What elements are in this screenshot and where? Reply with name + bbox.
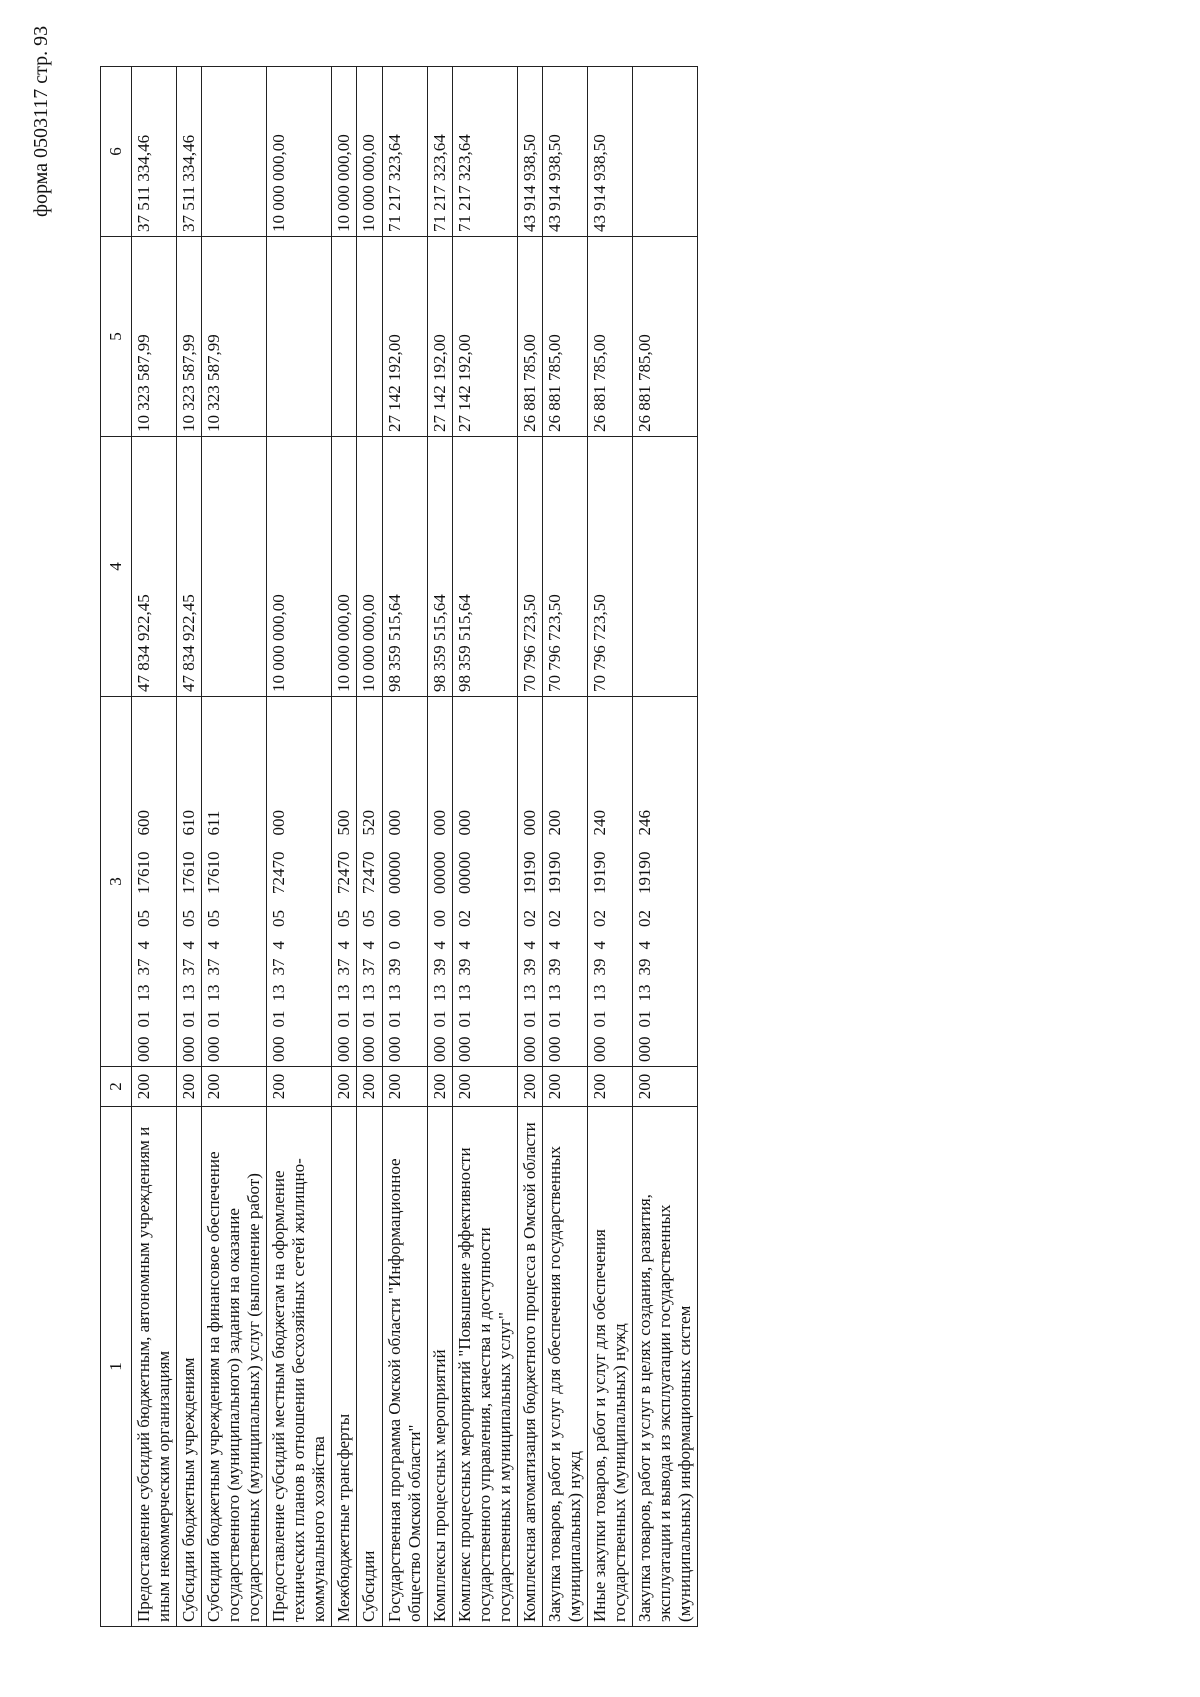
code-segment: 240 — [589, 810, 609, 836]
table-row — [542, 67, 587, 1627]
code-segment: 4 — [204, 941, 224, 950]
code-segment: 02 — [635, 910, 655, 927]
code-segment: 000 — [384, 810, 404, 836]
column-header-3: 3 — [101, 697, 132, 1067]
approved-amount-cell: 98 359 515,64 — [427, 437, 452, 697]
unexecuted-amount-cell: 43 914 938,50 — [517, 67, 542, 237]
approved-amount-cell: 47 834 922,45 — [132, 437, 177, 697]
code-segment: 37 — [334, 958, 354, 976]
indicator-name-cell: Комплекс процессных мероприятий "Повышение эффективности государственного управления, качества и доступности государственных и муниципальных услуг" — [452, 1107, 517, 1627]
code-segment: 13 — [204, 984, 224, 1002]
code-segment: 05 — [134, 910, 153, 927]
code-segment: 39 — [429, 958, 449, 976]
report-table — [100, 66, 698, 1627]
code-segment: 000 — [359, 1036, 379, 1062]
code-segment: 000 — [519, 810, 539, 836]
unexecuted-amount-cell — [202, 67, 267, 237]
code-segment: 37 — [359, 958, 379, 976]
indicator-name-cell: Иные закупки товаров, работ и услуг для обеспечения государственных (муниципальных) нужд — [587, 1107, 632, 1627]
code-segment: 4 — [635, 941, 655, 950]
code-segment: 01 — [519, 1010, 539, 1028]
code-segment: 19190 — [519, 851, 539, 894]
code-segment: 4 — [269, 941, 289, 950]
executed-amount-cell: 26 881 785,00 — [633, 237, 698, 437]
classification-code-cell — [542, 697, 587, 1067]
code-segment: 000 — [269, 810, 289, 836]
code-segment: 4 — [519, 941, 539, 950]
approved-amount-cell: 10 000 000,00 — [267, 437, 332, 697]
indicator-name-cell: Субсидии бюджетным учреждениям на финансовое обеспечение государственного (муниципального) задания на оказание государственных (муниципальных) услуг (выполнение работ) — [202, 1107, 267, 1627]
unexecuted-amount-cell: 71 217 323,64 — [382, 67, 427, 237]
table-row — [132, 67, 177, 1627]
code-segment: 00000 — [429, 851, 449, 894]
code-segment: 4 — [454, 941, 474, 950]
code-segment: 4 — [334, 941, 354, 950]
indicator-name-cell: Субсидии — [357, 1107, 382, 1627]
executed-amount-cell: 10 323 587,99 — [202, 237, 267, 437]
code-segment: 00 — [429, 910, 449, 927]
classification-code — [134, 701, 154, 1062]
line-code-cell: 200 — [202, 1067, 267, 1107]
indicator-name-cell: Предоставление субсидий местным бюджетам на оформление технических планов в отношении бесхозяйных сетей жилищно-коммунального хозяйства — [267, 1107, 332, 1627]
code-segment: 01 — [589, 1010, 609, 1028]
executed-amount-cell: 27 142 192,00 — [427, 237, 452, 437]
code-segment: 05 — [334, 910, 354, 927]
approved-amount-cell: 98 359 515,64 — [382, 437, 427, 697]
form-label: форма 0503117 стр. 93 — [30, 25, 52, 217]
classification-code — [359, 701, 379, 1062]
executed-amount-cell — [357, 237, 382, 437]
code-segment: 02 — [544, 910, 564, 927]
line-code-cell: 200 — [542, 1067, 587, 1107]
code-segment: 39 — [544, 958, 564, 976]
code-segment: 000 — [454, 1036, 474, 1062]
unexecuted-amount-cell: 37 511 334,46 — [177, 67, 202, 237]
code-segment: 4 — [179, 941, 199, 950]
executed-amount-cell: 26 881 785,00 — [542, 237, 587, 437]
code-segment: 01 — [384, 1010, 404, 1028]
code-segment: 01 — [429, 1010, 449, 1028]
executed-amount-cell — [332, 237, 357, 437]
code-segment: 01 — [134, 1010, 153, 1028]
code-segment: 72470 — [269, 851, 289, 894]
code-segment: 01 — [204, 1010, 224, 1028]
code-segment: 4 — [359, 941, 379, 950]
classification-code-cell — [452, 697, 517, 1067]
code-segment: 611 — [204, 810, 224, 836]
code-segment: 000 — [544, 1036, 564, 1062]
classification-code-cell — [202, 697, 267, 1067]
indicator-name-cell: Предоставление субсидий бюджетным, автономным учреждениям и иным некоммерческим организациям — [132, 1107, 177, 1627]
classification-code-cell — [332, 697, 357, 1067]
column-header-6: 6 — [101, 67, 132, 237]
code-segment: 02 — [454, 910, 474, 927]
code-segment: 05 — [204, 910, 224, 927]
code-segment: 02 — [589, 910, 609, 927]
code-segment: 00 — [384, 910, 404, 927]
line-code-cell: 200 — [132, 1067, 177, 1107]
unexecuted-amount-cell: 37 511 334,46 — [132, 67, 177, 237]
code-segment: 610 — [179, 810, 199, 836]
classification-code — [179, 701, 199, 1062]
code-segment: 000 — [454, 810, 474, 836]
code-segment: 4 — [134, 941, 153, 950]
code-segment: 13 — [384, 984, 404, 1002]
code-segment: 13 — [134, 984, 153, 1002]
unexecuted-amount-cell: 71 217 323,64 — [427, 67, 452, 237]
line-code-cell: 200 — [267, 1067, 332, 1107]
code-segment: 39 — [384, 958, 404, 976]
code-segment: 000 — [269, 1036, 289, 1062]
code-segment: 13 — [519, 984, 539, 1002]
line-code-cell: 200 — [587, 1067, 632, 1107]
classification-code — [590, 701, 610, 1062]
column-header-2: 2 — [101, 1067, 132, 1107]
code-segment: 01 — [359, 1010, 379, 1028]
approved-amount-cell: 10 000 000,00 — [332, 437, 357, 697]
table-row — [202, 67, 267, 1627]
classification-code — [334, 701, 354, 1062]
table-row — [452, 67, 517, 1627]
indicator-name-cell: Закупка товаров, работ и услуг в целях создания, развития, эксплуатации и вывода из эксплуатации государственных (муниципальных) информационных систем — [633, 1107, 698, 1627]
indicator-name-cell: Комплексы процессных мероприятий — [427, 1107, 452, 1627]
unexecuted-amount-cell: 43 914 938,50 — [587, 67, 632, 237]
unexecuted-amount-cell: 71 217 323,64 — [452, 67, 517, 237]
classification-code-cell — [587, 697, 632, 1067]
code-segment: 13 — [635, 984, 655, 1002]
line-code-cell: 200 — [517, 1067, 542, 1107]
executed-amount-cell: 26 881 785,00 — [587, 237, 632, 437]
code-segment: 520 — [359, 810, 379, 836]
executed-amount-cell — [267, 237, 332, 437]
line-code-cell: 200 — [382, 1067, 427, 1107]
code-segment: 4 — [589, 941, 609, 950]
approved-amount-cell — [633, 437, 698, 697]
code-segment: 17610 — [204, 851, 224, 894]
classification-code-cell — [517, 697, 542, 1067]
table-row — [177, 67, 202, 1627]
line-code-cell: 200 — [177, 1067, 202, 1107]
code-segment: 13 — [359, 984, 379, 1002]
classification-code — [385, 701, 405, 1062]
table-row — [633, 67, 698, 1627]
table-row — [357, 67, 382, 1627]
code-segment: 13 — [544, 984, 564, 1002]
classification-code — [520, 701, 540, 1062]
executed-amount-cell: 26 881 785,00 — [517, 237, 542, 437]
table-row — [267, 67, 332, 1627]
code-segment: 05 — [179, 910, 199, 927]
code-segment: 19190 — [544, 851, 564, 894]
code-segment: 13 — [269, 984, 289, 1002]
unexecuted-amount-cell — [633, 67, 698, 237]
classification-code — [430, 701, 450, 1062]
classification-code — [455, 701, 475, 1062]
code-segment: 39 — [635, 958, 655, 976]
code-segment: 246 — [635, 810, 655, 836]
classification-code-cell — [357, 697, 382, 1067]
table-row — [427, 67, 452, 1627]
approved-amount-cell: 10 000 000,00 — [357, 437, 382, 697]
classification-code-cell — [132, 697, 177, 1067]
table-row — [332, 67, 357, 1627]
indicator-name-cell: Закупка товаров, работ и услуг для обеспечения государственных (муниципальных) нужд — [542, 1107, 587, 1627]
code-segment: 00000 — [384, 851, 404, 894]
code-segment: 01 — [544, 1010, 564, 1028]
code-segment: 200 — [544, 810, 564, 836]
indicator-name-cell: Комплексная автоматизация бюджетного процесса в Омской области — [517, 1107, 542, 1627]
code-segment: 02 — [519, 910, 539, 927]
code-segment: 000 — [519, 1036, 539, 1062]
code-segment: 17610 — [179, 851, 199, 894]
code-segment: 39 — [519, 958, 539, 976]
unexecuted-amount-cell: 43 914 938,50 — [542, 67, 587, 237]
code-segment: 13 — [454, 984, 474, 1002]
unexecuted-amount-cell: 10 000 000,00 — [357, 67, 382, 237]
code-segment: 00000 — [454, 851, 474, 894]
code-segment: 37 — [269, 958, 289, 976]
classification-code-cell — [177, 697, 202, 1067]
code-segment: 4 — [429, 941, 449, 950]
table-body — [132, 67, 698, 1627]
classification-code-cell — [267, 697, 332, 1067]
indicator-name-cell: Межбюджетные трансферты — [332, 1107, 357, 1627]
code-segment: 500 — [334, 810, 354, 836]
code-segment: 19190 — [635, 851, 655, 894]
approved-amount-cell: 70 796 723,50 — [587, 437, 632, 697]
code-segment: 19190 — [589, 851, 609, 894]
table-row — [587, 67, 632, 1627]
indicator-name-cell: Государственная программа Омской области "Информационное общество Омской области" — [382, 1107, 427, 1627]
approved-amount-cell: 70 796 723,50 — [517, 437, 542, 697]
code-segment: 600 — [134, 810, 153, 836]
code-segment: 01 — [269, 1010, 289, 1028]
code-segment: 72470 — [334, 851, 354, 894]
executed-amount-cell: 27 142 192,00 — [452, 237, 517, 437]
code-segment: 37 — [134, 958, 153, 976]
code-segment: 0 — [384, 941, 404, 950]
code-segment: 000 — [384, 1036, 404, 1062]
code-segment: 39 — [454, 958, 474, 976]
code-segment: 01 — [179, 1010, 199, 1028]
code-segment: 000 — [589, 1036, 609, 1062]
approved-amount-cell: 47 834 922,45 — [177, 437, 202, 697]
code-segment: 13 — [589, 984, 609, 1002]
classification-code — [635, 701, 655, 1062]
code-segment: 000 — [334, 1036, 354, 1062]
code-segment: 4 — [544, 941, 564, 950]
code-segment: 000 — [204, 1036, 224, 1062]
code-segment: 000 — [429, 810, 449, 836]
approved-amount-cell: 98 359 515,64 — [452, 437, 517, 697]
unexecuted-amount-cell: 10 000 000,00 — [332, 67, 357, 237]
code-segment: 000 — [635, 1036, 655, 1062]
code-segment: 37 — [204, 958, 224, 976]
line-code-cell: 200 — [427, 1067, 452, 1107]
approved-amount-cell — [202, 437, 267, 697]
code-segment: 000 — [134, 1036, 153, 1062]
approved-amount-cell: 70 796 723,50 — [542, 437, 587, 697]
code-segment: 39 — [589, 958, 609, 976]
executed-amount-cell: 10 323 587,99 — [132, 237, 177, 437]
code-segment: 72470 — [359, 851, 379, 894]
code-segment: 17610 — [134, 851, 153, 894]
code-segment: 13 — [334, 984, 354, 1002]
code-segment: 000 — [179, 1036, 199, 1062]
classification-code-cell — [382, 697, 427, 1067]
line-code-cell: 200 — [452, 1067, 517, 1107]
executed-amount-cell: 27 142 192,00 — [382, 237, 427, 437]
code-segment: 13 — [179, 984, 199, 1002]
indicator-name-cell: Субсидии бюджетным учреждениям — [177, 1107, 202, 1627]
code-segment: 05 — [269, 910, 289, 927]
table-row — [517, 67, 542, 1627]
executed-amount-cell: 10 323 587,99 — [177, 237, 202, 437]
classification-code-cell — [633, 697, 698, 1067]
classification-code — [269, 701, 289, 1062]
line-code-cell: 200 — [332, 1067, 357, 1107]
code-segment: 37 — [179, 958, 199, 976]
line-code-cell: 200 — [633, 1067, 698, 1107]
column-number-row — [101, 67, 132, 1627]
classification-code-cell — [427, 697, 452, 1067]
code-segment: 01 — [635, 1010, 655, 1028]
code-segment: 01 — [334, 1010, 354, 1028]
table-row — [382, 67, 427, 1627]
column-header-1: 1 — [101, 1107, 132, 1627]
code-segment: 01 — [454, 1010, 474, 1028]
code-segment: 13 — [429, 984, 449, 1002]
unexecuted-amount-cell: 10 000 000,00 — [267, 67, 332, 237]
line-code-cell: 200 — [357, 1067, 382, 1107]
classification-code — [545, 701, 565, 1062]
code-segment: 05 — [359, 910, 379, 927]
code-segment: 000 — [429, 1036, 449, 1062]
column-header-5: 5 — [101, 237, 132, 437]
classification-code — [204, 701, 224, 1062]
column-header-4: 4 — [101, 437, 132, 697]
